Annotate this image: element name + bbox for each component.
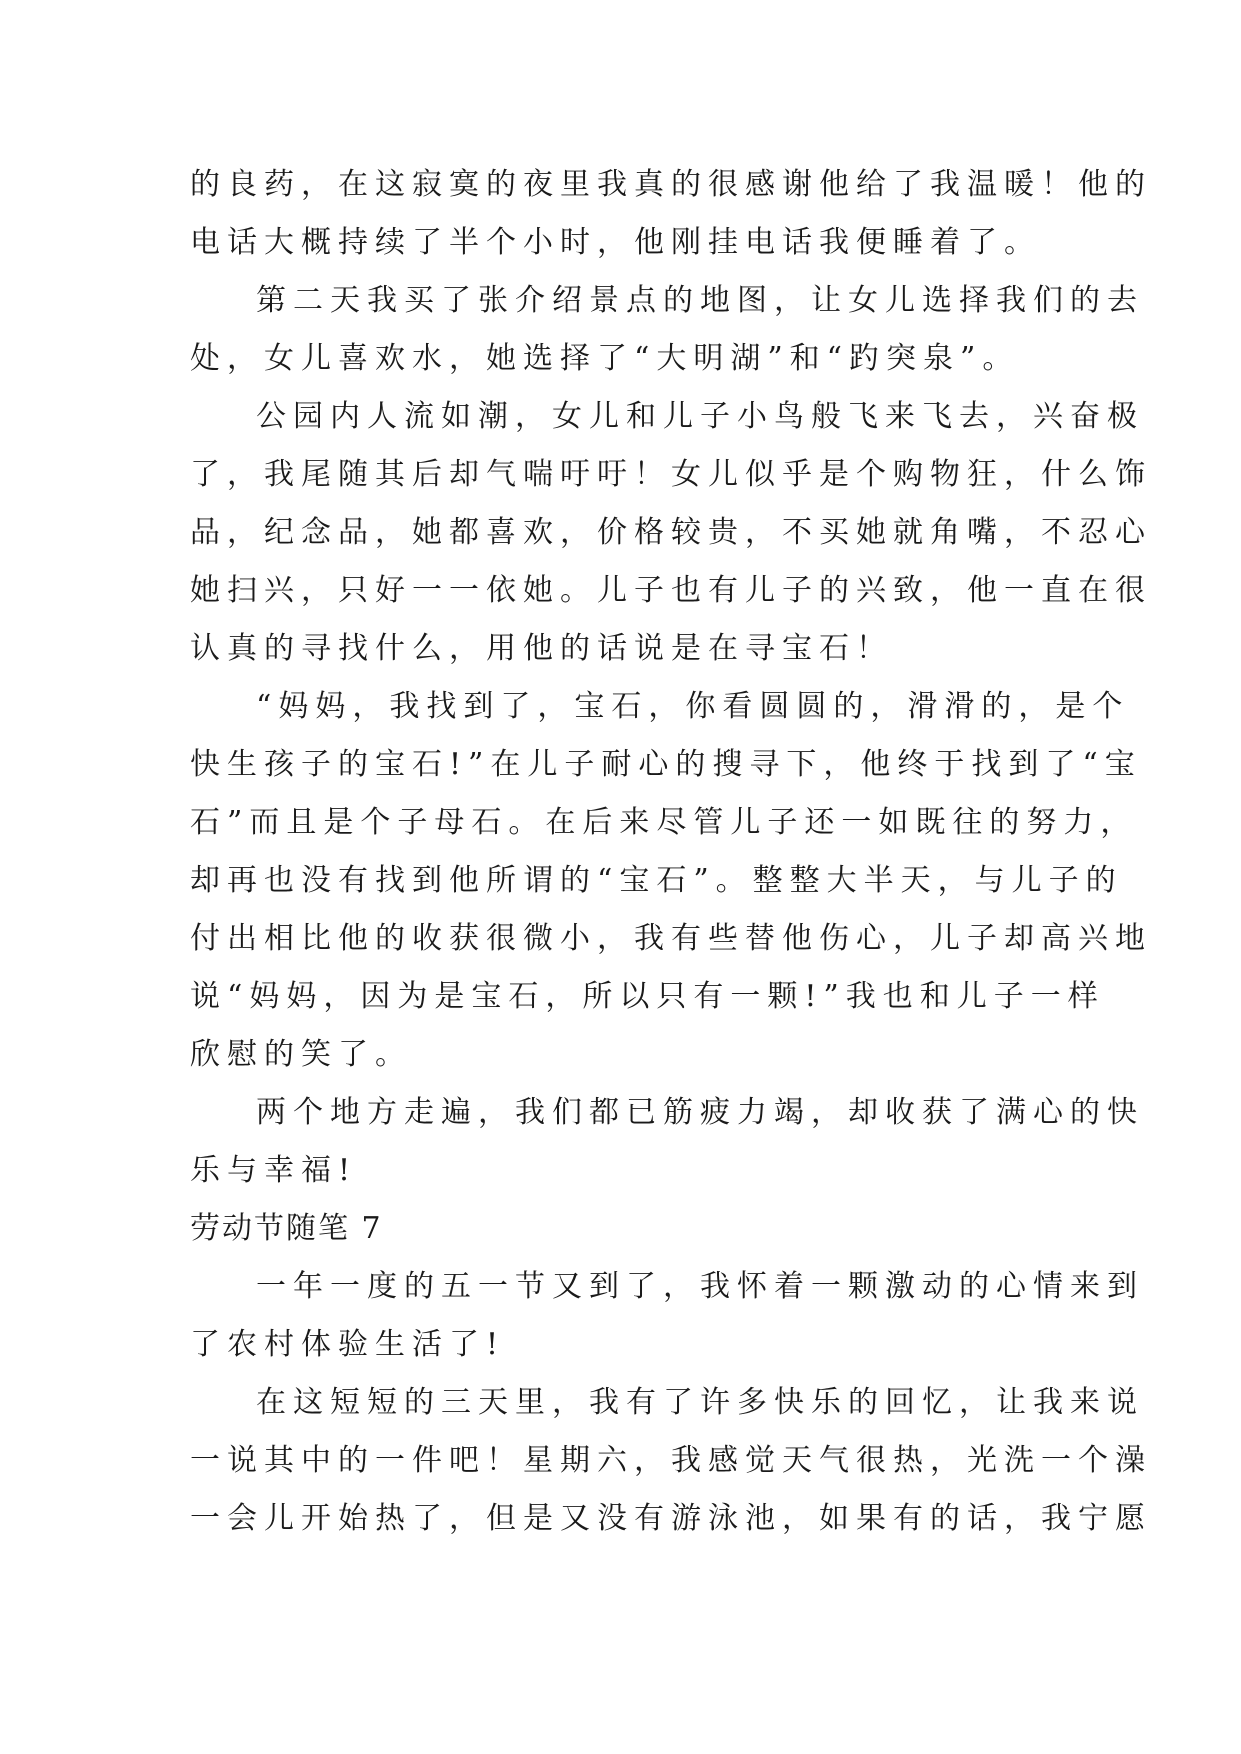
paragraph-first-line: 第二天我买了张介绍景点的地图，让女儿选择我们的去 — [256, 283, 1144, 318]
text-line: 品，纪念品，她都喜欢，价格较贵，不买她就角嘴，不忍心 — [190, 515, 1152, 550]
text-line: 石”而且是个子母石。在后来尽管儿子还一如既往的努力， — [190, 805, 1138, 840]
text-line: 一会儿开始热了，但是又没有游泳池，如果有的话，我宁愿 — [190, 1501, 1152, 1536]
section-heading: 劳动节随笔 7 — [190, 1211, 383, 1246]
text-line: 欣慰的笑了。 — [190, 1037, 412, 1072]
text-line: 了农村体验生活了! — [190, 1327, 506, 1362]
text-line: 付出相比他的收获很微小，我有些替他伤心，儿子却高兴地 — [190, 921, 1152, 956]
paragraph-first-line: 一年一度的五一节又到了，我怀着一颗激动的心情来到 — [256, 1269, 1144, 1304]
text-line: 她扫兴，只好一一依她。儿子也有儿子的兴致，他一直在很 — [190, 573, 1152, 608]
text-line: 了，我尾随其后却气喘吁吁！女儿似乎是个购物狂，什么饰 — [190, 457, 1152, 492]
paragraph-first-line: 在这短短的三天里，我有了许多快乐的回忆，让我来说 — [256, 1385, 1144, 1420]
text-line: 认真的寻找什么，用他的话说是在寻宝石！ — [190, 631, 893, 666]
paragraph-first-line: “妈妈，我找到了，宝石，你看圆圆的，滑滑的，是个 — [256, 689, 1130, 724]
text-line: 快生孩子的宝石!”在儿子耐心的搜寻下，他终于找到了“宝 — [190, 747, 1142, 782]
document-body — [190, 156, 1152, 1548]
text-line: 的良药，在这寂寞的夜里我真的很感谢他给了我温暖！他的 — [190, 167, 1152, 202]
text-line: 说“妈妈，因为是宝石，所以只有一颗!”我也和儿子一样 — [190, 979, 1105, 1014]
text-line: 却再也没有找到他所谓的“宝石”。整整大半天，与儿子的 — [190, 863, 1123, 898]
text-line: 乐与幸福! — [190, 1153, 358, 1188]
text-line: 一说其中的一件吧！星期六，我感觉天气很热，光洗一个澡 — [190, 1443, 1152, 1478]
paragraph-first-line: 公园内人流如潮，女儿和儿子小鸟般飞来飞去，兴奋极 — [256, 399, 1144, 434]
paragraph-first-line: 两个地方走遍，我们都已筋疲力竭，却收获了满心的快 — [256, 1095, 1144, 1130]
text-line: 处，女儿喜欢水，她选择了“大明湖”和“趵突泉”。 — [190, 341, 1020, 376]
text-line: 电话大概持续了半个小时，他刚挂电话我便睡着了。 — [190, 225, 1041, 260]
